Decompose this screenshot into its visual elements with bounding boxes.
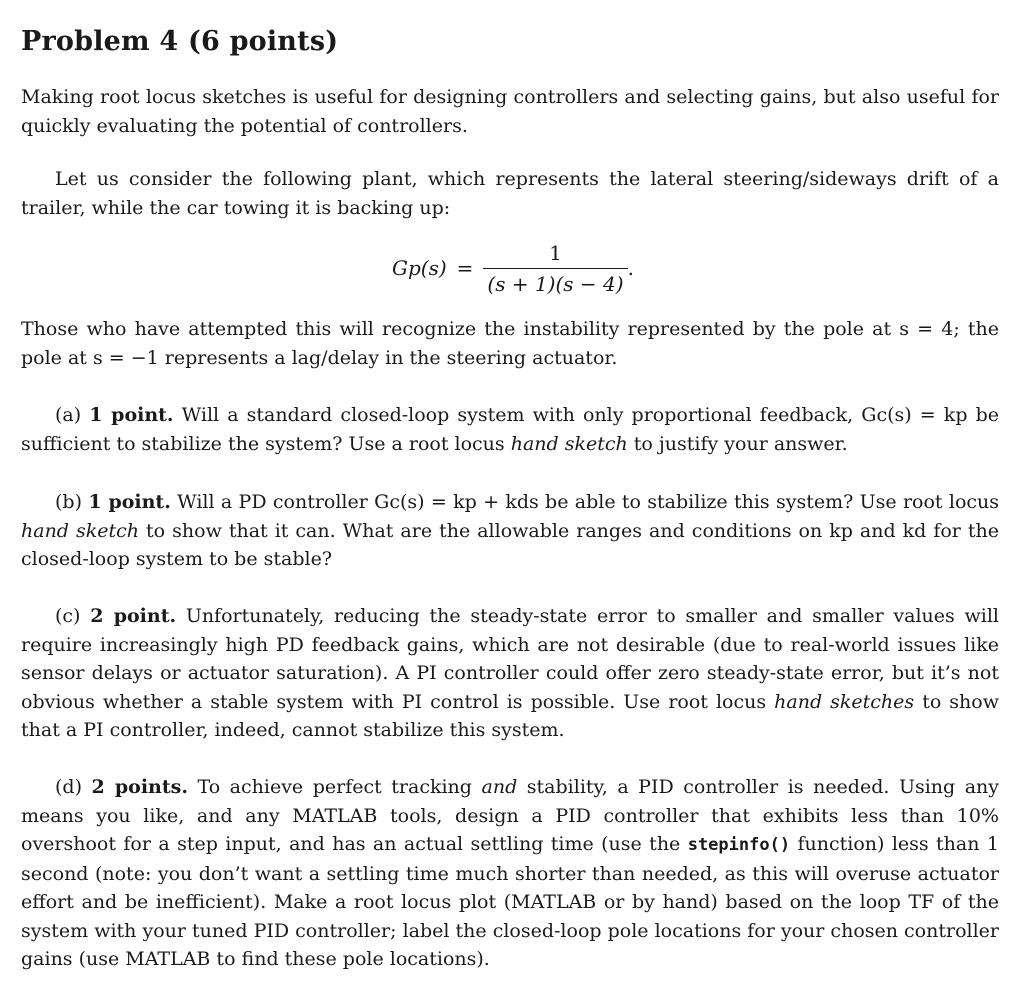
part-d-code: stepinfo() [687,835,791,855]
part-a-text-1: Will a standard closed-loop system with only proportional feedback, Gc(s) = kp be sufficient to stabilize the system? Use a root locus [21,404,999,455]
equation-equals-sign: = [456,256,474,280]
part-c-points: 2 point. [90,605,177,627]
part-c [21,602,999,745]
part-c-label: (c) [55,605,81,627]
intro-paragraph: Making root locus sketches is useful for designing controllers and selecting gains, but also useful for quickly evaluating the potential of controllers. [21,86,999,137]
part-d-emphasis: and [481,776,518,798]
part-d-text-3: function) less than 1 second (note: you don’t want a settling time much shorter than needed, as this will overuse actuator effort and be inefficient). Make a root locus plot (MATLAB or by hand) based on the loop TF of the system with your tuned PID controller; label the closed-loop pole locations for your chosen controller gains (use MATLAB to find these pole locations). [21,833,999,970]
problem-title: Problem 4 (6 points) [21,26,339,57]
part-d [21,773,999,974]
plant-paragraph: Let us consider the following plant, which represents the lateral steering/sideways drift of a trailer, while the car towing it is backing up: [21,168,999,219]
part-d-points: 2 points. [91,776,188,798]
part-a-emphasis: hand sketch [510,432,628,455]
equation-numerator: 1 [549,240,562,265]
equation-lhs: Gp(s) [392,256,447,280]
equation-period: . [627,256,634,280]
context-paragraph: Those who have attempted this will recognize the instability represented by the pole at s = 4; the pole at s = −1 represents a lag/delay in the steering actuator. [21,318,999,369]
part-c-text-2: to show that a PI controller, indeed, cannot stabilize this system. [21,690,999,741]
part-c-emphasis: hand sketches [774,690,915,713]
part-b-emphasis: hand sketch [21,519,140,542]
part-d-text-2: stability, a PID controller is needed. Using any means you like, and any MATLAB tools, design a PID controller that exhibits less than 10% overshoot for a step input, and has an actual settling time (use the [21,776,1000,855]
part-a-label: (a) [55,404,82,426]
part-b-label: (b) [55,491,82,513]
part-d-label: (d) [55,776,82,798]
equation-fraction [483,241,627,296]
equation-denominator: (s + 1)(s − 4) [487,271,624,296]
part-a-points: 1 point. [89,404,174,426]
part-b [21,488,999,574]
part-a [21,401,999,458]
plant-transfer-function [392,238,634,298]
part-c-text-1: Unfortunately, reducing the steady-state error to smaller and smaller values will require increasingly high PD feedback gains, which are not desirable (due to real-world issues like sensor delays or actuator saturation). A PI controller could offer zero steady-state error, but it’s not obvious whether a stable system with PI control is possible. Use root locus [21,605,999,713]
part-d-text-1: To achieve perfect tracking [197,776,472,798]
part-a-text-2: to justify your answer. [633,432,848,455]
part-b-text-1: Will a PD controller Gc(s) = kp + kds be able to stabilize this system? Use root locus [177,491,1000,513]
part-b-text-2: to show that it can. What are the allowable ranges and conditions on kp and kd for the closed-loop system to be stable? [21,519,1000,570]
part-b-points: 1 point. [88,491,171,513]
